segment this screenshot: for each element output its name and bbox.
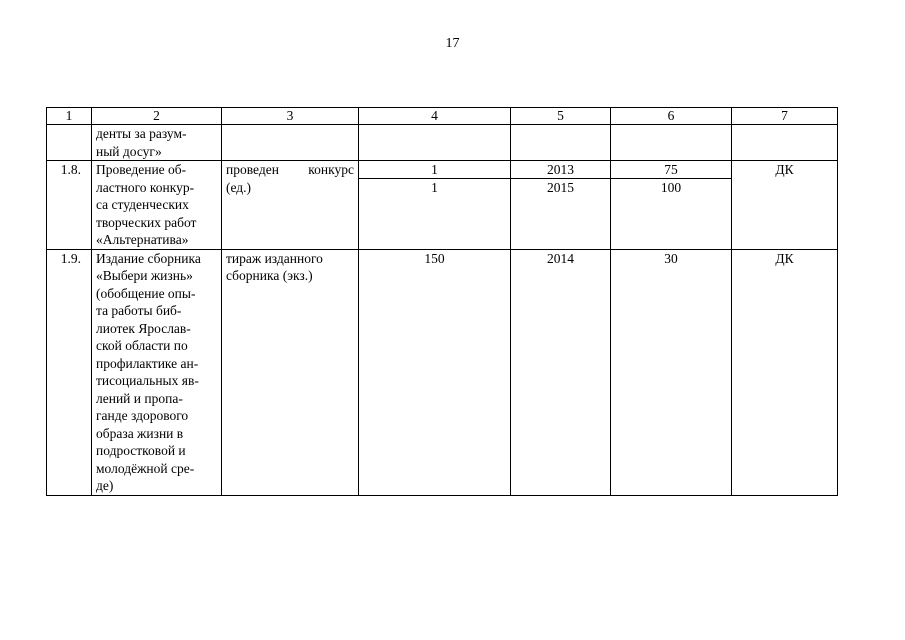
activity-name — [92, 249, 222, 495]
executor: ДК — [732, 249, 838, 495]
amount: 30 — [611, 249, 732, 495]
year: 2014 — [511, 249, 611, 495]
column-header: 1 — [47, 108, 92, 125]
activity-name — [92, 125, 222, 161]
text-line: ный досуг» — [96, 143, 162, 159]
text-line: та работы биб- — [96, 303, 182, 318]
text-line: (обобщение опы- — [96, 285, 196, 301]
column-header: 5 — [511, 108, 611, 125]
column-header: 6 — [611, 108, 732, 125]
text-line: Издание сборника — [96, 250, 201, 266]
text-line: де) — [96, 478, 114, 493]
text-line: (ед.) — [226, 179, 252, 195]
column-header: 4 — [359, 108, 511, 125]
row-number: 1.9. — [47, 249, 92, 495]
text-line: лиотек Ярослав- — [96, 320, 191, 336]
text-line: ганде здорового — [96, 408, 189, 423]
page-number: 17 — [445, 36, 460, 51]
indicator-value — [359, 161, 511, 250]
indicator-value: 150 — [359, 249, 511, 495]
text-line: лений и пропа- — [96, 390, 183, 406]
table-row — [47, 161, 838, 250]
activity-name — [92, 161, 222, 250]
text-line: молодёжной сре- — [96, 460, 195, 476]
text-line: «Альтернатива» — [96, 232, 189, 247]
text-line: профилактике ан- — [96, 355, 199, 371]
indicator — [222, 161, 359, 250]
column-header-row — [47, 108, 838, 125]
table-row — [47, 249, 838, 495]
text-line: тисоциальных яв- — [96, 373, 199, 388]
year-2015: 2015 — [511, 178, 610, 196]
text-line: «Выбери жизнь» — [96, 268, 193, 283]
row-number: 1.8. — [47, 161, 92, 250]
text-line: ской области по — [96, 338, 188, 353]
text-line: Проведение об- — [96, 162, 187, 177]
program-table — [46, 107, 838, 496]
column-header: 3 — [222, 108, 359, 125]
year-2013: 2013 — [547, 162, 574, 177]
text-line: са студенческих — [96, 197, 189, 212]
text-line: сборника (экз.) — [226, 268, 313, 283]
text-line: тираж изданного — [226, 250, 323, 266]
indicator — [222, 249, 359, 495]
text-line: творческих работ — [96, 214, 197, 230]
column-header: 2 — [92, 108, 222, 125]
value-2015: 1 — [359, 178, 510, 196]
text-line: денты за разум- — [96, 126, 187, 141]
amount-2015: 100 — [611, 178, 731, 196]
text-line: образа жизни в — [96, 425, 184, 441]
amount — [611, 161, 732, 250]
text-line: ластного конкур- — [96, 179, 195, 195]
table-row — [47, 125, 838, 161]
text-line: проведен конкурс — [226, 162, 354, 177]
column-header: 7 — [732, 108, 838, 125]
amount-2013: 75 — [664, 162, 678, 177]
value-2013: 1 — [431, 162, 438, 177]
executor: ДК — [732, 161, 838, 250]
year — [511, 161, 611, 250]
text-line: подростковой и — [96, 443, 186, 458]
